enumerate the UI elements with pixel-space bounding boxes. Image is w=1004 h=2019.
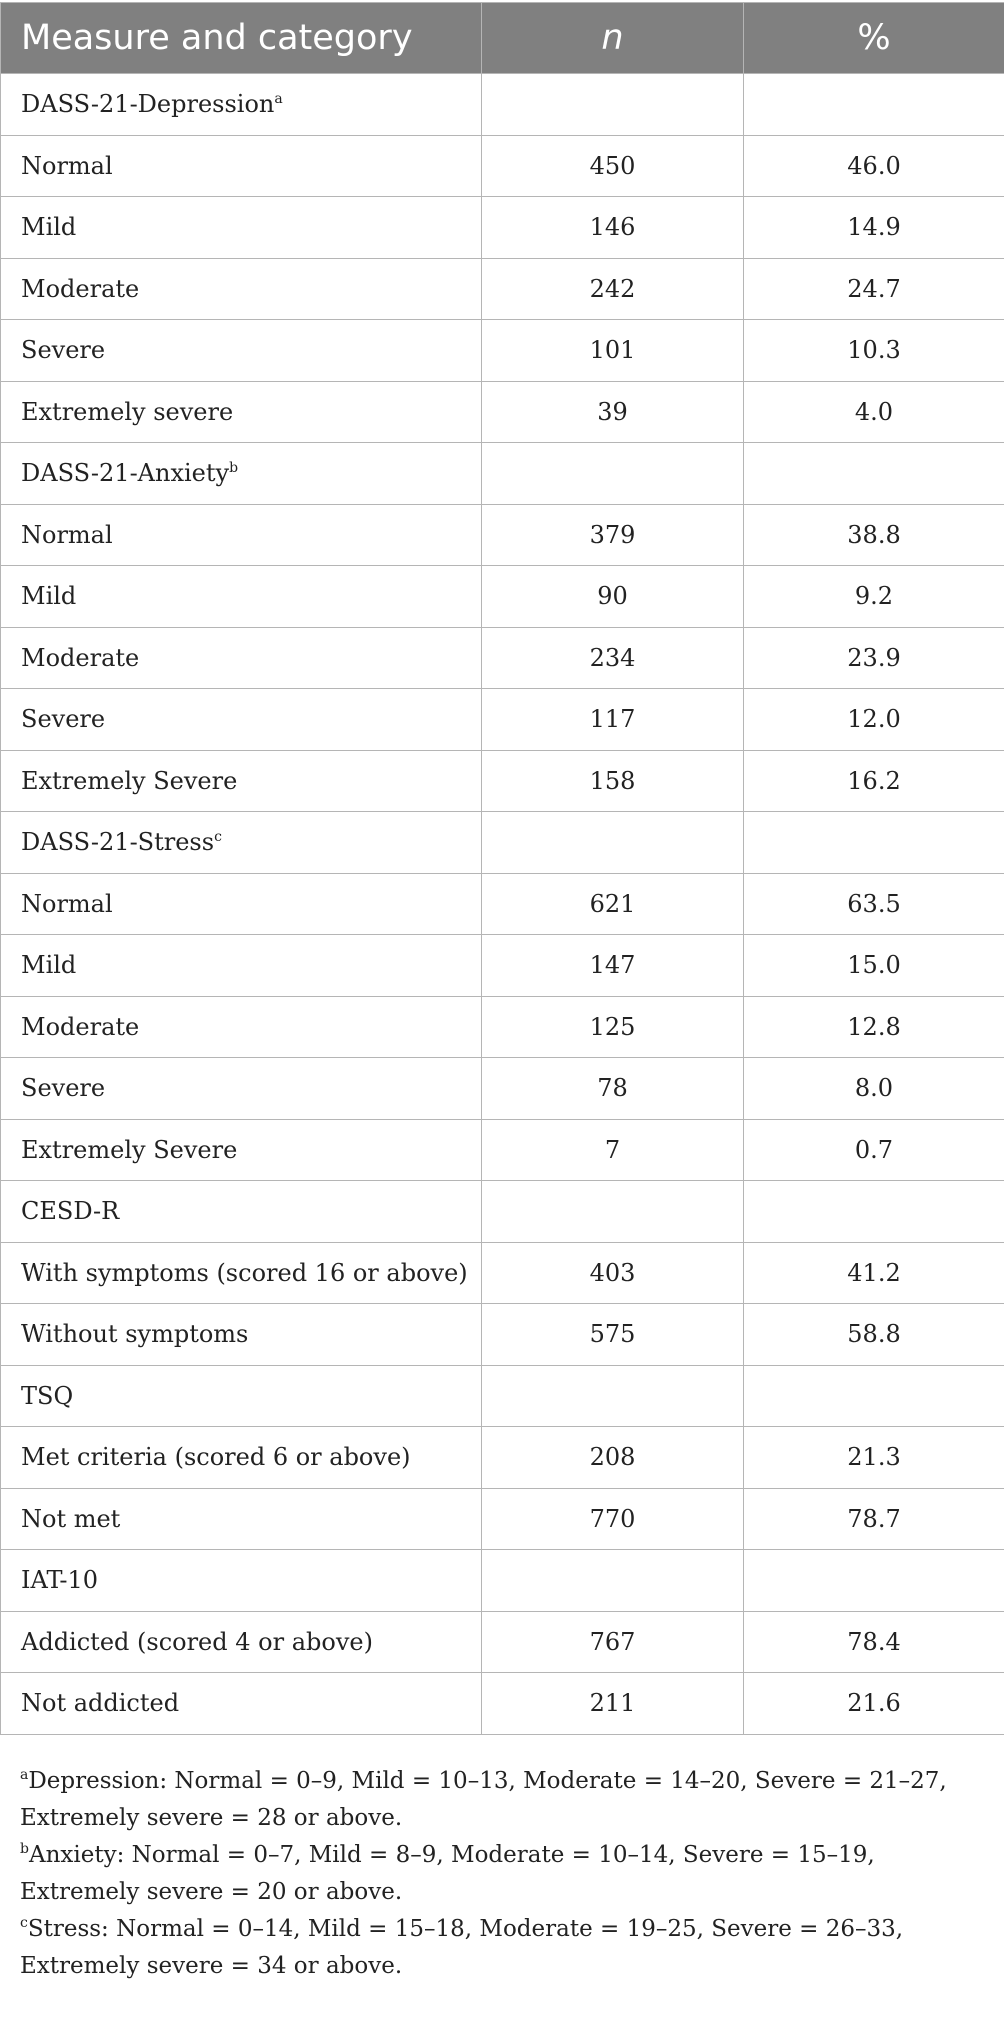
table-row [1,1427,1004,1489]
row-label-text: Met criteria (scored 6 or above) [21,1443,411,1472]
table-row [1,1550,1004,1612]
row-n: 7 [482,1119,744,1181]
footnote-marker: a [274,91,283,108]
table-row [1,197,1004,259]
row-label-text: Moderate [21,1012,140,1041]
row-n: 125 [482,996,744,1058]
row-percent: 78.7 [744,1488,1004,1550]
footnote-mark: a [20,1766,29,1783]
row-label [1,504,482,566]
row-label [1,197,482,259]
table-row [1,1304,1004,1366]
row-percent: 4.0 [744,381,1004,443]
row-percent: 9.2 [744,566,1004,628]
row-label-text: Extremely Severe [21,1135,238,1164]
row-label [1,1181,482,1243]
table-row [1,1673,1004,1735]
row-percent: 14.9 [744,197,1004,259]
row-percent [744,443,1004,505]
row-label-text: Mild [21,582,77,611]
row-label [1,320,482,382]
table-row [1,1365,1004,1427]
footnote [20,1911,990,1985]
table-row [1,873,1004,935]
row-label [1,996,482,1058]
row-n: 90 [482,566,744,628]
table-row [1,443,1004,505]
table-row [1,74,1004,136]
row-percent: 0.7 [744,1119,1004,1181]
row-label-text: Addicted (scored 4 or above) [21,1627,373,1656]
row-label-text: Extremely severe [21,397,234,426]
footnote-text: Stress: Normal = 0–14, Mild = 15–18, Moderate = 19–25, Severe = 26–33, Extremely severe = 34 or above. [20,1915,904,1979]
row-label [1,135,482,197]
row-percent: 38.8 [744,504,1004,566]
row-n: 234 [482,627,744,689]
table-row [1,566,1004,628]
row-percent: 15.0 [744,935,1004,997]
row-label [1,1304,482,1366]
row-percent: 12.0 [744,689,1004,751]
row-n [482,812,744,874]
row-percent [744,812,1004,874]
footnote [20,1763,990,1837]
row-n: 621 [482,873,744,935]
row-label [1,627,482,689]
table-row [1,504,1004,566]
footnote-text: Anxiety: Normal = 0–7, Mild = 8–9, Moderate = 10–14, Severe = 15–19, Extremely severe = 20 or above. [20,1841,875,1905]
row-label-text: CESD-R [21,1197,120,1226]
row-n [482,1365,744,1427]
row-n: 39 [482,381,744,443]
table-row [1,1242,1004,1304]
footnote [20,1837,990,1911]
row-label [1,1427,482,1489]
row-n [482,74,744,136]
row-label-text: Extremely Severe [21,766,238,795]
header-n: n [482,3,744,74]
row-label [1,1119,482,1181]
row-n: 770 [482,1488,744,1550]
table-row [1,689,1004,751]
table-header [1,3,1004,74]
footnote-mark: c [20,1914,28,1931]
row-n: 146 [482,197,744,259]
row-percent: 24.7 [744,258,1004,320]
results-table [0,2,1004,1735]
row-n: 78 [482,1058,744,1120]
row-percent [744,1550,1004,1612]
row-label-text: IAT-10 [21,1566,99,1595]
table-row [1,258,1004,320]
row-label-text: DASS-21-Anxiety [21,459,230,488]
row-label-text: Normal [21,889,113,918]
row-percent: 58.8 [744,1304,1004,1366]
table-row [1,812,1004,874]
footnotes [0,1735,990,1985]
row-n: 450 [482,135,744,197]
row-percent [744,74,1004,136]
row-n: 208 [482,1427,744,1489]
table-row [1,135,1004,197]
row-label [1,258,482,320]
row-label [1,935,482,997]
row-label [1,812,482,874]
row-n [482,443,744,505]
row-label [1,381,482,443]
row-label [1,566,482,628]
table-row [1,1119,1004,1181]
row-label-text: Moderate [21,274,140,303]
row-percent: 8.0 [744,1058,1004,1120]
row-label-text: Severe [21,1074,106,1103]
row-n: 242 [482,258,744,320]
row-n: 101 [482,320,744,382]
table-row [1,1611,1004,1673]
table-row [1,750,1004,812]
row-label [1,74,482,136]
row-label [1,1058,482,1120]
table-body [1,74,1004,1735]
row-label [1,1673,482,1735]
row-n: 767 [482,1611,744,1673]
row-percent [744,1365,1004,1427]
row-n: 158 [482,750,744,812]
row-percent: 63.5 [744,873,1004,935]
row-label-text: Moderate [21,643,140,672]
header-measure: Measure and category [1,3,482,74]
row-label-text: DASS-21-Stress [21,828,215,857]
row-label-text: Mild [21,951,77,980]
row-percent: 16.2 [744,750,1004,812]
row-label [1,1611,482,1673]
footnote-mark: b [20,1840,29,1857]
table-row [1,1488,1004,1550]
row-label-text: Severe [21,705,106,734]
row-label-text: Normal [21,151,113,180]
row-percent: 78.4 [744,1611,1004,1673]
row-label-text: Severe [21,336,106,365]
table-row [1,996,1004,1058]
row-label-text: With symptoms (scored 16 or above) [21,1258,468,1287]
row-percent: 41.2 [744,1242,1004,1304]
table-row [1,1181,1004,1243]
row-n [482,1550,744,1612]
header-row [1,3,1004,74]
row-n: 403 [482,1242,744,1304]
row-n: 147 [482,935,744,997]
table-row [1,935,1004,997]
row-n: 575 [482,1304,744,1366]
row-label [1,1550,482,1612]
row-n: 117 [482,689,744,751]
row-n: 211 [482,1673,744,1735]
row-label [1,443,482,505]
table-row [1,320,1004,382]
row-label [1,689,482,751]
row-percent: 46.0 [744,135,1004,197]
row-label [1,750,482,812]
row-percent: 10.3 [744,320,1004,382]
row-label [1,1488,482,1550]
row-label-text: DASS-21-Depression [21,90,275,119]
row-percent: 21.3 [744,1427,1004,1489]
row-percent: 12.8 [744,996,1004,1058]
row-label-text: Not addicted [21,1689,180,1718]
row-label [1,1242,482,1304]
row-percent: 23.9 [744,627,1004,689]
header-percent: % [744,3,1004,74]
row-label-text: TSQ [21,1381,74,1410]
footnote-marker: c [214,829,222,846]
row-label-text: Not met [21,1504,121,1533]
row-label-text: Mild [21,213,77,242]
row-n [482,1181,744,1243]
table-row [1,627,1004,689]
table-row [1,381,1004,443]
footnote-marker: b [229,460,239,477]
row-label-text: Without symptoms [21,1320,249,1349]
footnote-text: Depression: Normal = 0–9, Mild = 10–13, Moderate = 14–20, Severe = 21–27, Extremely severe = 28 or above. [20,1767,947,1831]
table-row [1,1058,1004,1120]
row-percent: 21.6 [744,1673,1004,1735]
row-label [1,1365,482,1427]
row-label [1,873,482,935]
row-percent [744,1181,1004,1243]
row-n: 379 [482,504,744,566]
row-label-text: Normal [21,520,113,549]
